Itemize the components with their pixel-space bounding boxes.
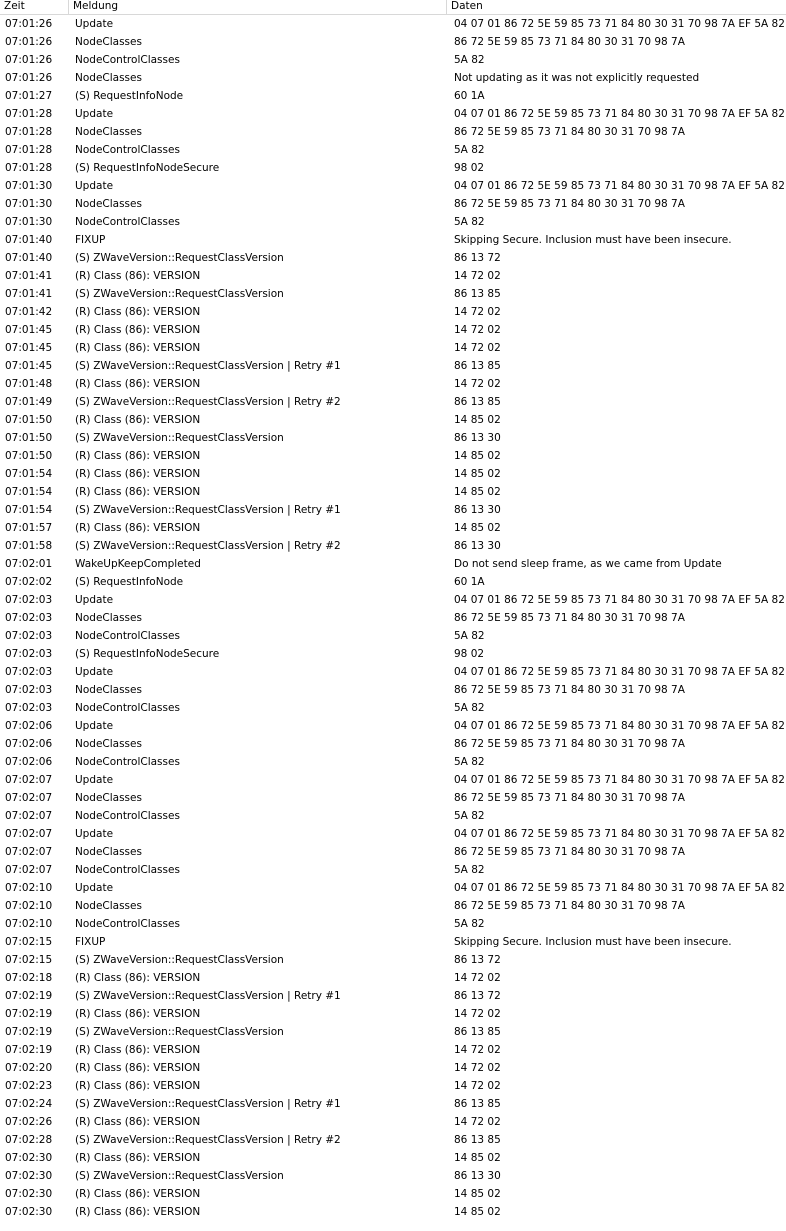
cell-message: NodeControlClasses	[75, 756, 180, 768]
table-row[interactable]	[0, 321, 786, 339]
cell-message: (R) Class (86): VERSION	[75, 342, 201, 354]
table-row[interactable]	[0, 249, 786, 267]
cell-time: 07:02:07	[5, 828, 53, 840]
table-row[interactable]	[0, 465, 786, 483]
cell-message: Update	[75, 108, 114, 120]
cell-message: (R) Class (86): VERSION	[75, 1062, 201, 1074]
cell-message: (S) ZWaveVersion::RequestClassVersion | Retry #2	[75, 1134, 341, 1146]
cell-message: (R) Class (86): VERSION	[75, 324, 201, 336]
table-row[interactable]	[0, 609, 786, 627]
cell-message: (S) RequestInfoNode	[75, 576, 184, 588]
cell-data: 5A 82	[454, 702, 485, 714]
cell-data: 86 13 30	[454, 540, 501, 552]
cell-data: 04 07 01 86 72 5E 59 85 73 71 84 80 30 31 70 98 7A EF 5A 82	[454, 882, 785, 894]
cell-time: 07:01:28	[5, 108, 53, 120]
cell-data: 14 72 02	[454, 1062, 501, 1074]
table-row[interactable]	[0, 1167, 786, 1185]
cell-message: NodeClasses	[75, 738, 142, 750]
table-row[interactable]	[0, 897, 786, 915]
cell-data: 86 13 30	[454, 432, 501, 444]
cell-time: 07:01:48	[5, 378, 53, 390]
cell-data: 5A 82	[454, 810, 485, 822]
table-row[interactable]	[0, 825, 786, 843]
cell-data: 14 85 02	[454, 1152, 501, 1164]
cell-message: (S) ZWaveVersion::RequestClassVersion | Retry #2	[75, 540, 341, 552]
cell-time: 07:02:23	[5, 1080, 53, 1092]
cell-data: 5A 82	[454, 918, 485, 930]
table-row[interactable]	[0, 1005, 786, 1023]
cell-time: 07:02:03	[5, 594, 53, 606]
cell-time: 07:01:28	[5, 126, 53, 138]
cell-data: 14 85 02	[454, 414, 501, 426]
cell-time: 07:01:30	[5, 216, 53, 228]
cell-data: Skipping Secure. Inclusion must have been insecure.	[454, 936, 732, 948]
cell-time: 07:01:28	[5, 144, 53, 156]
cell-time: 07:01:50	[5, 414, 53, 426]
cell-time: 07:02:26	[5, 1116, 53, 1128]
cell-message: (R) Class (86): VERSION	[75, 306, 201, 318]
cell-time: 07:02:03	[5, 648, 53, 660]
cell-data: 86 13 85	[454, 288, 501, 300]
cell-message: (R) Class (86): VERSION	[75, 1116, 201, 1128]
cell-message: NodeClasses	[75, 72, 142, 84]
cell-message: (R) Class (86): VERSION	[75, 486, 201, 498]
cell-message: (S) ZWaveVersion::RequestClassVersion	[75, 432, 284, 444]
table-row[interactable]	[0, 915, 786, 933]
cell-data: 04 07 01 86 72 5E 59 85 73 71 84 80 30 31 70 98 7A EF 5A 82	[454, 18, 785, 30]
cell-time: 07:01:49	[5, 396, 53, 408]
cell-message: NodeClasses	[75, 612, 142, 624]
column-header-daten[interactable]: Daten	[446, 0, 786, 14]
cell-data: 14 85 02	[454, 1206, 501, 1218]
cell-time: 07:02:06	[5, 738, 53, 750]
cell-message: (R) Class (86): VERSION	[75, 1152, 201, 1164]
cell-data: 04 07 01 86 72 5E 59 85 73 71 84 80 30 31 70 98 7A EF 5A 82	[454, 828, 785, 840]
cell-message: (S) ZWaveVersion::RequestClassVersion	[75, 1026, 284, 1038]
cell-time: 07:01:26	[5, 54, 53, 66]
cell-message: (S) ZWaveVersion::RequestClassVersion | Retry #1	[75, 504, 341, 516]
cell-data: Skipping Secure. Inclusion must have been insecure.	[454, 234, 732, 246]
cell-time: 07:01:50	[5, 450, 53, 462]
cell-time: 07:01:45	[5, 342, 53, 354]
table-row[interactable]	[0, 717, 786, 735]
cell-message: (R) Class (86): VERSION	[75, 522, 201, 534]
table-row[interactable]	[0, 789, 786, 807]
cell-message: (R) Class (86): VERSION	[75, 1206, 201, 1218]
cell-data: 86 72 5E 59 85 73 71 84 80 30 31 70 98 7A	[454, 846, 685, 858]
table-row[interactable]	[0, 627, 786, 645]
cell-data: Do not send sleep frame, as we came from Update	[454, 558, 722, 570]
cell-time: 07:01:45	[5, 360, 53, 372]
cell-message: NodeClasses	[75, 792, 142, 804]
cell-message: NodeClasses	[75, 198, 142, 210]
table-row[interactable]	[0, 1077, 786, 1095]
cell-message: Update	[75, 774, 114, 786]
table-row[interactable]	[0, 429, 786, 447]
table-row[interactable]	[0, 753, 786, 771]
table-row[interactable]	[0, 141, 786, 159]
cell-time: 07:02:19	[5, 1008, 53, 1020]
table-row[interactable]	[0, 213, 786, 231]
table-row[interactable]	[0, 843, 786, 861]
cell-data: 5A 82	[454, 216, 485, 228]
cell-data: 14 72 02	[454, 1116, 501, 1128]
cell-time: 07:01:27	[5, 90, 53, 102]
cell-data: 5A 82	[454, 54, 485, 66]
cell-data: 86 72 5E 59 85 73 71 84 80 30 31 70 98 7A	[454, 738, 685, 750]
cell-message: NodeClasses	[75, 684, 142, 696]
cell-time: 07:02:19	[5, 990, 53, 1002]
cell-message: NodeClasses	[75, 36, 142, 48]
cell-data: 14 72 02	[454, 972, 501, 984]
table-row[interactable]	[0, 1059, 786, 1077]
cell-message: (S) RequestInfoNodeSecure	[75, 648, 220, 660]
cell-time: 07:02:01	[5, 558, 53, 570]
cell-data: 14 72 02	[454, 1008, 501, 1020]
cell-data: 14 72 02	[454, 378, 501, 390]
cell-message: (R) Class (86): VERSION	[75, 270, 201, 282]
cell-data: 86 72 5E 59 85 73 71 84 80 30 31 70 98 7A	[454, 792, 685, 804]
cell-time: 07:01:42	[5, 306, 53, 318]
cell-message: NodeControlClasses	[75, 702, 180, 714]
cell-data: 14 72 02	[454, 1080, 501, 1092]
cell-data: 04 07 01 86 72 5E 59 85 73 71 84 80 30 31 70 98 7A EF 5A 82	[454, 108, 785, 120]
table-row[interactable]	[0, 105, 786, 123]
cell-message: (S) ZWaveVersion::RequestClassVersion	[75, 252, 284, 264]
table-row[interactable]	[0, 807, 786, 825]
table-row[interactable]	[0, 231, 786, 249]
table-row[interactable]	[0, 303, 786, 321]
cell-data: 86 13 85	[454, 1134, 501, 1146]
cell-data: 04 07 01 86 72 5E 59 85 73 71 84 80 30 31 70 98 7A EF 5A 82	[454, 594, 785, 606]
cell-data: 86 13 85	[454, 396, 501, 408]
cell-message: Update	[75, 666, 114, 678]
table-row[interactable]	[0, 447, 786, 465]
cell-time: 07:01:54	[5, 504, 53, 516]
cell-time: 07:01:54	[5, 486, 53, 498]
cell-message: (R) Class (86): VERSION	[75, 1008, 201, 1020]
cell-data: 86 13 30	[454, 1170, 501, 1182]
cell-time: 07:01:58	[5, 540, 53, 552]
table-header	[0, 0, 786, 15]
cell-message: Update	[75, 180, 114, 192]
cell-time: 07:01:45	[5, 324, 53, 336]
cell-data: 86 72 5E 59 85 73 71 84 80 30 31 70 98 7A	[454, 198, 685, 210]
cell-data: Not updating as it was not explicitly requested	[454, 72, 700, 84]
table-row[interactable]	[0, 951, 786, 969]
cell-time: 07:02:15	[5, 954, 53, 966]
cell-data: 04 07 01 86 72 5E 59 85 73 71 84 80 30 31 70 98 7A EF 5A 82	[454, 180, 785, 192]
cell-data: 86 13 85	[454, 1026, 501, 1038]
cell-data: 5A 82	[454, 756, 485, 768]
table-row[interactable]	[0, 519, 786, 537]
cell-time: 07:02:07	[5, 810, 53, 822]
cell-time: 07:02:30	[5, 1206, 53, 1218]
table-row[interactable]	[0, 861, 786, 879]
cell-message: NodeControlClasses	[75, 630, 180, 642]
table-body	[0, 15, 786, 1221]
cell-data: 86 13 72	[454, 252, 501, 264]
cell-data: 14 85 02	[454, 486, 501, 498]
cell-time: 07:02:30	[5, 1170, 53, 1182]
cell-message: NodeClasses	[75, 846, 142, 858]
cell-time: 07:02:03	[5, 702, 53, 714]
cell-message: Update	[75, 720, 114, 732]
table-row[interactable]	[0, 1185, 786, 1203]
table-row[interactable]	[0, 15, 786, 33]
cell-time: 07:01:26	[5, 18, 53, 30]
cell-data: 98 02	[454, 162, 485, 174]
cell-time: 07:01:26	[5, 36, 53, 48]
cell-data: 86 72 5E 59 85 73 71 84 80 30 31 70 98 7A	[454, 684, 685, 696]
table-row[interactable]	[0, 663, 786, 681]
cell-time: 07:02:24	[5, 1098, 53, 1110]
cell-message: (R) Class (86): VERSION	[75, 414, 201, 426]
table-row[interactable]	[0, 879, 786, 897]
cell-message: (S) ZWaveVersion::RequestClassVersion | Retry #1	[75, 360, 341, 372]
table-row[interactable]	[0, 483, 786, 501]
cell-data: 86 13 72	[454, 954, 501, 966]
cell-time: 07:01:57	[5, 522, 53, 534]
cell-message: (R) Class (86): VERSION	[75, 468, 201, 480]
cell-data: 14 72 02	[454, 1044, 501, 1056]
cell-message: NodeControlClasses	[75, 216, 180, 228]
cell-time: 07:01:40	[5, 252, 53, 264]
cell-message: (S) ZWaveVersion::RequestClassVersion	[75, 954, 284, 966]
cell-message: Update	[75, 18, 114, 30]
table-row[interactable]	[0, 159, 786, 177]
cell-message: (S) ZWaveVersion::RequestClassVersion	[75, 1170, 284, 1182]
table-row[interactable]	[0, 1023, 786, 1041]
table-row[interactable]	[0, 1113, 786, 1131]
cell-message: NodeControlClasses	[75, 864, 180, 876]
table-row[interactable]	[0, 573, 786, 591]
cell-data: 14 85 02	[454, 468, 501, 480]
table-row[interactable]	[0, 177, 786, 195]
cell-message: (R) Class (86): VERSION	[75, 972, 201, 984]
cell-time: 07:02:30	[5, 1188, 53, 1200]
cell-time: 07:02:07	[5, 774, 53, 786]
cell-time: 07:02:18	[5, 972, 53, 984]
cell-data: 86 72 5E 59 85 73 71 84 80 30 31 70 98 7A	[454, 36, 685, 48]
table-row[interactable]	[0, 735, 786, 753]
column-header-meldung[interactable]: Meldung	[68, 0, 446, 14]
table-row[interactable]	[0, 537, 786, 555]
cell-data: 86 13 30	[454, 504, 501, 516]
table-row[interactable]	[0, 1149, 786, 1167]
cell-data: 14 72 02	[454, 270, 501, 282]
cell-data: 04 07 01 86 72 5E 59 85 73 71 84 80 30 31 70 98 7A EF 5A 82	[454, 666, 785, 678]
table-row[interactable]	[0, 969, 786, 987]
cell-message: (R) Class (86): VERSION	[75, 1188, 201, 1200]
table-row[interactable]	[0, 123, 786, 141]
cell-message: NodeControlClasses	[75, 918, 180, 930]
cell-data: 86 72 5E 59 85 73 71 84 80 30 31 70 98 7A	[454, 126, 685, 138]
cell-time: 07:02:06	[5, 756, 53, 768]
cell-time: 07:02:07	[5, 864, 53, 876]
table-row[interactable]	[0, 645, 786, 663]
cell-time: 07:02:20	[5, 1062, 53, 1074]
cell-time: 07:02:03	[5, 684, 53, 696]
table-row[interactable]	[0, 87, 786, 105]
cell-message: (R) Class (86): VERSION	[75, 450, 201, 462]
table-row[interactable]	[0, 699, 786, 717]
cell-data: 60 1A	[454, 576, 485, 588]
cell-time: 07:01:41	[5, 288, 53, 300]
table-row[interactable]	[0, 555, 786, 573]
table-row[interactable]	[0, 1131, 786, 1149]
cell-time: 07:01:30	[5, 180, 53, 192]
cell-time: 07:01:26	[5, 72, 53, 84]
cell-data: 14 72 02	[454, 342, 501, 354]
table-row[interactable]	[0, 339, 786, 357]
cell-message: FIXUP	[75, 936, 106, 948]
table-row[interactable]	[0, 33, 786, 51]
table-row[interactable]	[0, 933, 786, 951]
cell-message: (S) ZWaveVersion::RequestClassVersion | Retry #2	[75, 396, 341, 408]
cell-message: Update	[75, 882, 114, 894]
table-row[interactable]	[0, 681, 786, 699]
table-row[interactable]	[0, 1041, 786, 1059]
cell-time: 07:02:10	[5, 900, 53, 912]
table-row[interactable]	[0, 267, 786, 285]
cell-time: 07:02:06	[5, 720, 53, 732]
table-row[interactable]	[0, 285, 786, 303]
cell-time: 07:01:40	[5, 234, 53, 246]
cell-message: NodeClasses	[75, 126, 142, 138]
cell-data: 86 13 72	[454, 990, 501, 1002]
cell-time: 07:02:30	[5, 1152, 53, 1164]
column-header-zeit[interactable]: Zeit	[4, 0, 25, 12]
cell-data: 5A 82	[454, 144, 485, 156]
table-row[interactable]	[0, 393, 786, 411]
table-row[interactable]	[0, 987, 786, 1005]
cell-data: 14 72 02	[454, 324, 501, 336]
cell-data: 04 07 01 86 72 5E 59 85 73 71 84 80 30 31 70 98 7A EF 5A 82	[454, 720, 785, 732]
cell-data: 14 85 02	[454, 522, 501, 534]
cell-time: 07:02:02	[5, 576, 53, 588]
cell-message: (R) Class (86): VERSION	[75, 1044, 201, 1056]
cell-time: 07:01:41	[5, 270, 53, 282]
table-row[interactable]	[0, 1095, 786, 1113]
cell-data: 86 72 5E 59 85 73 71 84 80 30 31 70 98 7A	[454, 612, 685, 624]
table-row[interactable]	[0, 591, 786, 609]
cell-message: (S) RequestInfoNode	[75, 90, 184, 102]
cell-time: 07:01:30	[5, 198, 53, 210]
cell-time: 07:02:19	[5, 1026, 53, 1038]
cell-message: (S) RequestInfoNodeSecure	[75, 162, 220, 174]
cell-message: FIXUP	[75, 234, 106, 246]
cell-data: 86 72 5E 59 85 73 71 84 80 30 31 70 98 7A	[454, 900, 685, 912]
cell-time: 07:01:54	[5, 468, 53, 480]
cell-data: 86 13 85	[454, 360, 501, 372]
cell-message: (R) Class (86): VERSION	[75, 1080, 201, 1092]
cell-data: 98 02	[454, 648, 485, 660]
cell-message: WakeUpKeepCompleted	[75, 558, 201, 570]
table-row[interactable]	[0, 51, 786, 69]
table-row[interactable]	[0, 1203, 786, 1221]
cell-time: 07:02:19	[5, 1044, 53, 1056]
cell-data: 04 07 01 86 72 5E 59 85 73 71 84 80 30 31 70 98 7A EF 5A 82	[454, 774, 785, 786]
cell-time: 07:02:07	[5, 792, 53, 804]
cell-time: 07:02:28	[5, 1134, 53, 1146]
table-row[interactable]	[0, 771, 786, 789]
cell-data: 5A 82	[454, 864, 485, 876]
cell-time: 07:02:10	[5, 882, 53, 894]
cell-message: NodeControlClasses	[75, 144, 180, 156]
cell-time: 07:01:50	[5, 432, 53, 444]
cell-time: 07:02:10	[5, 918, 53, 930]
cell-message: (R) Class (86): VERSION	[75, 378, 201, 390]
cell-time: 07:02:03	[5, 612, 53, 624]
cell-time: 07:02:03	[5, 630, 53, 642]
table-row[interactable]	[0, 69, 786, 87]
cell-data: 86 13 85	[454, 1098, 501, 1110]
cell-message: (S) ZWaveVersion::RequestClassVersion	[75, 288, 284, 300]
cell-message: NodeClasses	[75, 900, 142, 912]
table-row[interactable]	[0, 411, 786, 429]
cell-data: 5A 82	[454, 630, 485, 642]
cell-time: 07:02:07	[5, 846, 53, 858]
cell-data: 14 85 02	[454, 1188, 501, 1200]
cell-message: NodeControlClasses	[75, 54, 180, 66]
cell-message: Update	[75, 594, 114, 606]
cell-time: 07:01:28	[5, 162, 53, 174]
cell-data: 14 85 02	[454, 450, 501, 462]
cell-time: 07:02:03	[5, 666, 53, 678]
cell-data: 14 72 02	[454, 306, 501, 318]
cell-data: 60 1A	[454, 90, 485, 102]
cell-message: (S) ZWaveVersion::RequestClassVersion | Retry #1	[75, 1098, 341, 1110]
cell-time: 07:02:15	[5, 936, 53, 948]
cell-message: Update	[75, 828, 114, 840]
table-row[interactable]	[0, 375, 786, 393]
cell-message: NodeControlClasses	[75, 810, 180, 822]
table-row[interactable]	[0, 501, 786, 519]
table-row[interactable]	[0, 357, 786, 375]
cell-message: (S) ZWaveVersion::RequestClassVersion | Retry #1	[75, 990, 341, 1002]
table-row[interactable]	[0, 195, 786, 213]
